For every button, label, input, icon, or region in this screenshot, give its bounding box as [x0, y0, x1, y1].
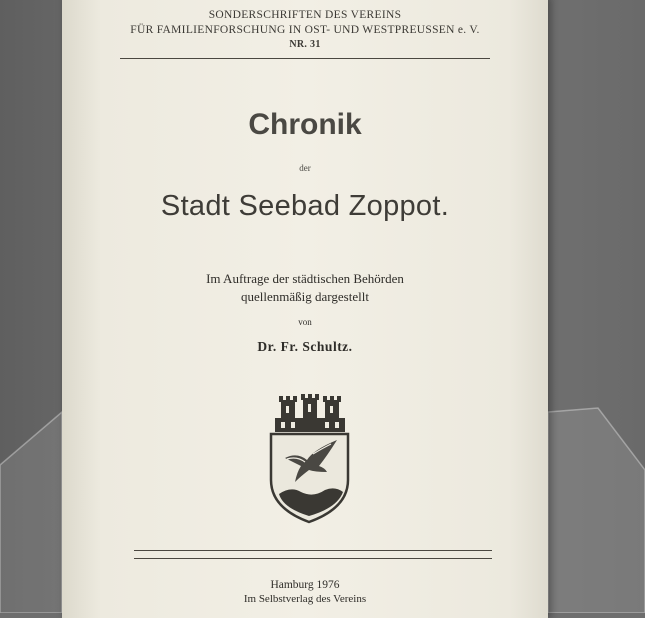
subtitle-line-2: quellenmäßig dargestellt [241, 289, 369, 304]
by-label: von [298, 317, 312, 327]
book-title: Chronik [248, 108, 362, 141]
title-connector: der [299, 163, 311, 173]
series-line-1: SONDERSCHRIFTEN DES VEREINS [208, 9, 402, 21]
place-and-year: Hamburg 1976 [270, 579, 340, 591]
subtitle-line-1: Im Auftrage der städtischen Behörden [206, 271, 404, 286]
publisher: Im Selbstverlag des Vereins [243, 593, 367, 605]
bottom-rule-2 [134, 558, 492, 559]
bottom-rule [134, 550, 492, 551]
top-rule [120, 58, 490, 59]
series-number: NR. 31 [289, 39, 321, 50]
series-line-2: FÜR FAMILIENFORSCHUNG IN OST- UND WESTPREUSSEN e. V. [130, 24, 480, 36]
city-title: Stadt Seebad Zoppot. [160, 190, 450, 222]
zoppot-coat-of-arms-icon [267, 394, 352, 526]
author-name: Dr. Fr. Schultz. [257, 339, 353, 354]
book-cover [62, 0, 548, 618]
